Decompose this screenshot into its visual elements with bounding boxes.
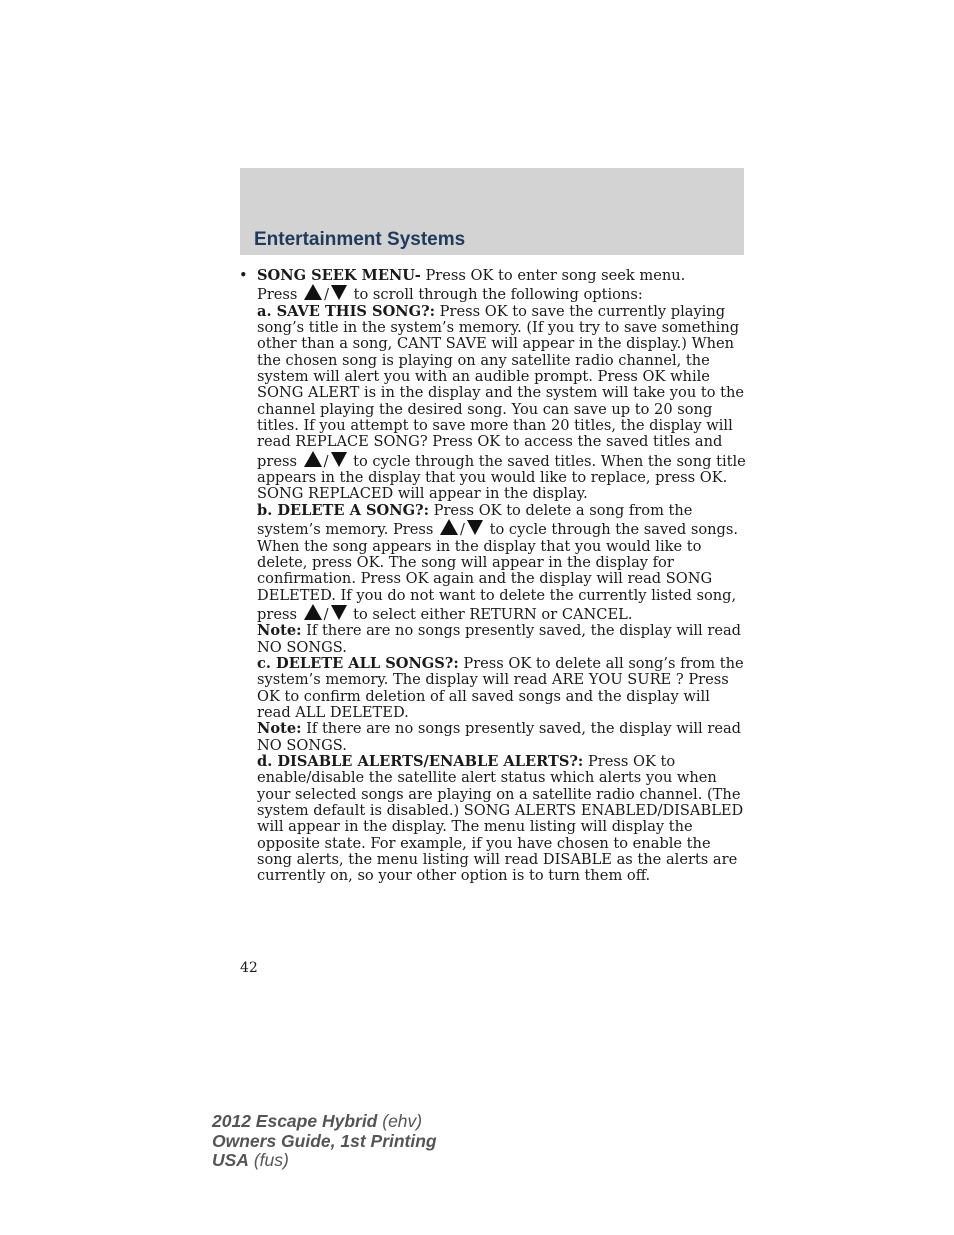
- alerts-lead: d. DISABLE ALERTS/ENABLE ALERTS?:: [257, 752, 584, 770]
- note-paragraph: [257, 721, 747, 754]
- save-song-text-2: to cycle through the saved titles. When the song title appears in the display that you would like to replace, press OK. SONG REPLACED will appear in the display.: [257, 452, 746, 503]
- down-arrow-icon: [467, 520, 483, 535]
- delete-all-text: Press OK to delete all song’s from the system’s memory. The display will read ARE YOU SURE ? Press OK to confirm deletion of all saved songs and the display will read ALL DELETED.: [257, 654, 744, 721]
- arrow-pair: [438, 521, 485, 538]
- page-content: [239, 267, 747, 885]
- alerts-text: Press OK to enable/disable the satellite alert status which alerts you when your selected songs are playing on a satellite radio channel. (The system default is disabled.) SONG ALERTS ENABLED/DISABLED will appear in the display. The menu listing will display the opposite state. For example, if you have chosen to enable the song alerts, the menu listing will read DISABLE as the alerts are currently on, so your other option is to turn them off.: [257, 752, 744, 885]
- note-text: If there are no songs presently saved, the display will read NO SONGS.: [257, 720, 742, 754]
- section-title: Entertainment Systems: [254, 229, 466, 250]
- page-number: 42: [240, 960, 258, 976]
- save-song-text-1: Press OK to save the currently playing song’s title in the system’s memory. (If you try to save something other than a song, CANT SAVE will appear in the display.) When the chosen song is playing on any satellite radio channel, the system will alert you with an audible prompt. Press OK while SONG ALERT is in the display and the system will take you to the channel playing the desired song. You can save up to 20 song titles. If you attempt to save more than 20 titles, the display will read REPLACE SONG? Press OK to access the saved titles and press: [257, 302, 745, 470]
- delete-all-paragraph: [257, 656, 747, 721]
- note-lead: Note:: [257, 622, 302, 640]
- note-text: If there are no songs presently saved, the display will read NO SONGS.: [257, 622, 742, 656]
- footer-line-model: [212, 1112, 437, 1132]
- delete-song-text-2: to cycle through the saved songs. When the song appears in the display that you would like to delete, press OK. The song will appear in the display for confirmation. Press OK again and the display will read SONG DELETED. If you do not want to delete the currently listed song, press: [257, 521, 738, 623]
- up-arrow-icon: [440, 519, 458, 535]
- delete-song-lead: b. DELETE A SONG?:: [257, 501, 429, 519]
- delete-song-text-3: to select either RETURN or CANCEL.: [353, 605, 633, 623]
- arrow-separator: /: [324, 286, 329, 304]
- footer-model: 2012 Escape Hybrid: [212, 1111, 378, 1131]
- up-arrow-icon: [304, 284, 322, 300]
- arrow-separator: /: [323, 452, 329, 470]
- arrow-pair: [302, 286, 349, 303]
- press-word: Press: [257, 286, 298, 304]
- scroll-text: to scroll through the following options:: [353, 286, 643, 304]
- up-arrow-icon: [304, 451, 322, 467]
- delete-song-text-1: Press OK to delete a song from the system’s memory. Press: [257, 501, 693, 539]
- section-header-band: [240, 168, 744, 255]
- footer-market-code: (fus): [248, 1150, 289, 1170]
- footer-market: USA: [212, 1150, 249, 1170]
- delete-song-paragraph: [257, 503, 747, 623]
- save-song-lead: a. SAVE THIS SONG?:: [257, 302, 436, 320]
- document-footer: [212, 1112, 437, 1171]
- song-seek-paragraph: [239, 267, 747, 304]
- song-seek-text: Press OK to enter song seek menu.: [420, 267, 686, 284]
- save-song-paragraph: [257, 304, 747, 503]
- arrow-separator: /: [460, 521, 465, 539]
- footer-line-market: [212, 1151, 437, 1171]
- delete-all-lead: c. DELETE ALL SONGS?:: [257, 654, 459, 672]
- footer-model-code: (ehv): [377, 1111, 423, 1131]
- note-lead: Note:: [257, 720, 302, 738]
- arrow-pair: [302, 453, 349, 470]
- bullet-dot: •: [239, 267, 248, 284]
- up-arrow-icon: [304, 604, 322, 620]
- arrow-separator: /: [323, 605, 329, 623]
- down-arrow-icon: [331, 452, 347, 467]
- down-arrow-icon: [331, 605, 347, 620]
- arrow-pair: [302, 606, 349, 623]
- alerts-paragraph: [257, 754, 747, 885]
- note-paragraph: [257, 623, 747, 656]
- down-arrow-icon: [331, 285, 347, 300]
- song-seek-lead: SONG SEEK MENU-: [257, 267, 421, 284]
- footer-line-guide: Owners Guide, 1st Printing: [212, 1130, 437, 1151]
